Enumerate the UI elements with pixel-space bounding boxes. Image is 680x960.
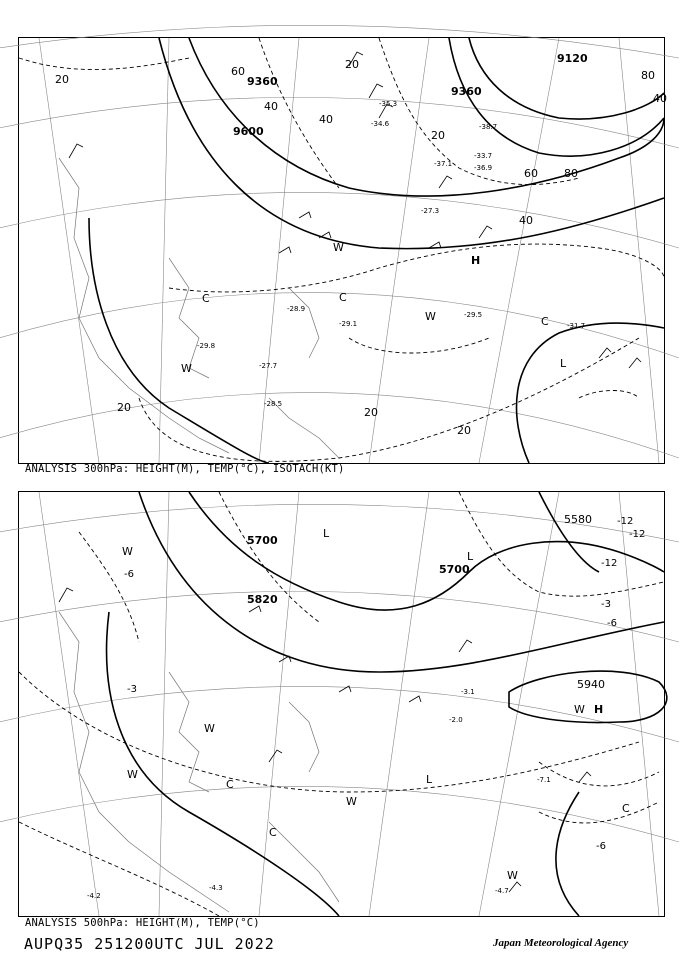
warm-center: W (425, 310, 436, 323)
height-contours (89, 38, 664, 463)
isotach-label: 40 (653, 92, 667, 105)
temp-contour-label: -6 (607, 618, 617, 629)
cold-center: C (226, 778, 234, 791)
warm-center: W (122, 545, 133, 558)
warm-center: W (507, 869, 518, 882)
high-pressure-center: H (594, 703, 604, 716)
temp-label: -4.2 (87, 892, 101, 900)
temp-contour-label: -6 (596, 841, 606, 852)
warm-center: W (574, 703, 585, 716)
height-label: 5580 (564, 513, 592, 526)
map-panel-500hpa (18, 491, 665, 917)
temp-contour-label: -3 (601, 599, 611, 610)
chart-code-and-time: AUPQ35 251200UTC JUL 2022 (24, 935, 275, 953)
cold-center: C (622, 802, 630, 815)
temp-contour-label: -12 (629, 529, 646, 540)
dashed-contours (19, 492, 664, 916)
warm-center: W (127, 768, 138, 781)
temp-label: -35.3 (379, 100, 398, 108)
temp-label: -4.3 (209, 884, 223, 892)
temp-label: -27.7 (259, 362, 278, 370)
wind-barbs (59, 588, 591, 892)
temp-label: -4.7 (495, 887, 509, 895)
warm-center: W (333, 241, 344, 254)
temp-label: -29.8 (197, 342, 216, 350)
temp-contour-label: -12 (617, 516, 634, 527)
caption-500hpa: ANALYSIS 500hPa: HEIGHT(M), TEMP(°C) (25, 917, 260, 929)
isotach-label: 20 (364, 406, 378, 419)
low-pressure-center: L (323, 527, 330, 540)
height-label: 5700 (439, 563, 470, 576)
isotach-label: 40 (264, 100, 278, 113)
temp-label: -28.5 (264, 400, 283, 408)
caption-300hpa: ANALYSIS 300hPa: HEIGHT(M), TEMP(°C), ISOTACH(KT) (25, 463, 345, 475)
isotach-label: 60 (231, 65, 245, 78)
temp-label: -27.3 (421, 207, 440, 215)
temp-label: -29.5 (464, 311, 483, 319)
low-pressure-center: L (467, 550, 474, 563)
isotach-label: 20 (431, 129, 445, 142)
cold-center: C (339, 291, 347, 304)
isotach-label: 80 (641, 69, 655, 82)
temp-label: -38.7 (479, 123, 498, 131)
isotach-label: 20 (345, 58, 359, 71)
agency-credit: Japan Meteorological Agency (493, 937, 629, 949)
coastline (59, 612, 339, 912)
temp-label: -33.7 (474, 152, 493, 160)
temp-label: -7.1 (537, 776, 551, 784)
isotach-label: 20 (55, 73, 69, 86)
temp-label: -34.6 (371, 120, 390, 128)
temp-label: -3.1 (461, 688, 475, 696)
cold-center: C (541, 315, 549, 328)
isotach-label: 20 (457, 424, 471, 437)
height-label: 5700 (247, 534, 278, 547)
isotach-label: 40 (319, 113, 333, 126)
height-label: 9360 (247, 75, 278, 88)
low-pressure-center: L (426, 773, 433, 786)
height-label: 9120 (557, 52, 588, 65)
isotach-label: 60 (524, 167, 538, 180)
temp-contour-label: -6 (124, 569, 134, 580)
temp-contour-label: -12 (601, 558, 618, 569)
temp-label: -36.9 (474, 164, 493, 172)
temp-contour-label: -3 (127, 684, 137, 695)
temp-label: -2.0 (449, 716, 463, 724)
height-label: 9360 (451, 85, 482, 98)
warm-center: W (346, 795, 357, 808)
isotach-label: 80 (564, 167, 578, 180)
cold-center: C (269, 826, 277, 839)
temp-label: -29.1 (339, 320, 358, 328)
map-300hpa-svg (19, 38, 667, 463)
height-label: 5820 (247, 593, 278, 606)
isotach-label: 20 (117, 401, 131, 414)
map-500hpa-svg (19, 492, 664, 916)
high-pressure-center: H (471, 254, 481, 267)
isotach-label: 40 (519, 214, 533, 227)
height-label: 9600 (233, 125, 264, 138)
map-panel-300hpa (18, 37, 665, 464)
low-pressure-center: L (560, 357, 567, 370)
temp-label: -37.1 (434, 160, 453, 168)
warm-center: W (204, 722, 215, 735)
temp-label: -31.7 (567, 322, 586, 330)
temp-label: -28.9 (287, 305, 306, 313)
warm-center: W (181, 362, 192, 375)
cold-center: C (202, 292, 210, 305)
height-label: 5940 (577, 678, 605, 691)
